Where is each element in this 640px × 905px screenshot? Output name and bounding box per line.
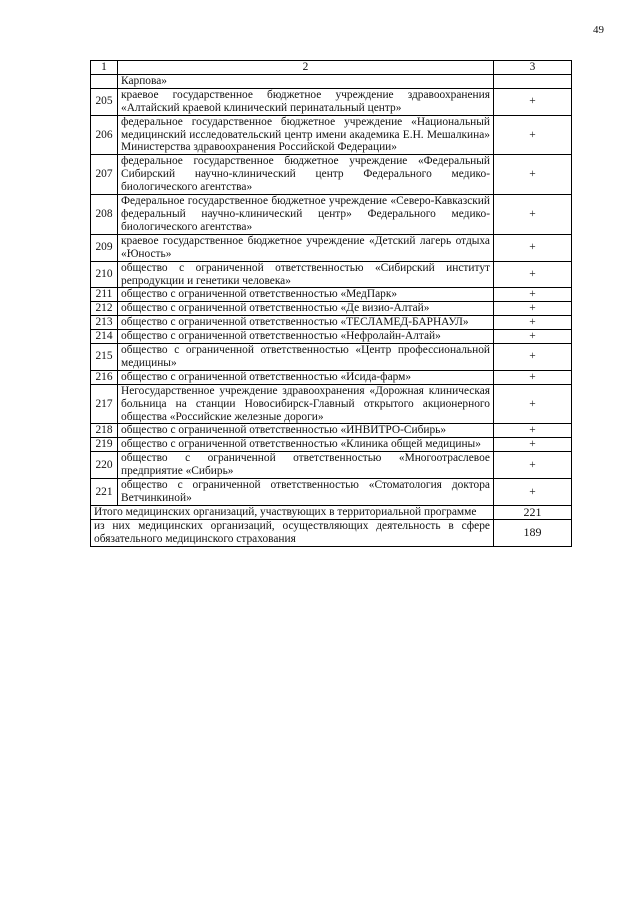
participation-mark: + — [494, 479, 572, 506]
participation-mark: + — [494, 370, 572, 384]
row-number: 221 — [91, 479, 118, 506]
organization-name: общество с ограниченной ответственностью «Клиника общей медицины» — [118, 438, 494, 452]
participation-mark: + — [494, 288, 572, 302]
table-body — [91, 88, 572, 505]
row-number: 210 — [91, 261, 118, 288]
organization-name: общество с ограниченной ответственностью «МедПарк» — [118, 288, 494, 302]
row-number: 213 — [91, 316, 118, 330]
organization-name: общество с ограниченной ответственностью «Нефролайн-Алтай» — [118, 330, 494, 344]
organization-name: общество с ограниченной ответственностью «Многоотраслевое предприятие «Сибирь» — [118, 452, 494, 479]
total-value: 221 — [494, 505, 572, 519]
organization-name: общество с ограниченной ответственностью «ИНВИТРО-Сибирь» — [118, 424, 494, 438]
participation-mark: + — [494, 316, 572, 330]
organization-name: федеральное государственное бюджетное учреждение «Национальный медицинский исследовательский центр имени академика Е.Н. Мешалкина» Министерства здравоохранения Российской Федерации» — [118, 115, 494, 155]
table-row — [91, 155, 572, 195]
continuation-text: Карпова» — [118, 74, 494, 88]
row-number: 207 — [91, 155, 118, 195]
participation-mark: + — [494, 302, 572, 316]
row-number: 205 — [91, 88, 118, 115]
row-number: 220 — [91, 452, 118, 479]
continuation-row — [91, 74, 572, 88]
participation-cell — [494, 74, 572, 88]
participation-mark: + — [494, 330, 572, 344]
table-row — [91, 88, 572, 115]
participation-mark: + — [494, 384, 572, 424]
organization-name: краевое государственное бюджетное учреждение «Детский лагерь отдыха «Юность» — [118, 234, 494, 261]
participation-mark: + — [494, 88, 572, 115]
total-label: Итого медицинских организаций, участвующих в территориальной программе — [91, 505, 494, 519]
organization-name: Негосударственное учреждение здравоохранения «Дорожная клиническая больница на станции Новосибирск-Главный открытого акционерного общества «Российские железные дороги» — [118, 384, 494, 424]
organization-name: общество с ограниченной ответственностью «Стоматология доктора Ветчинкиной» — [118, 479, 494, 506]
organization-name: Федеральное государственное бюджетное учреждение «Северо-Кавказский федеральный научно-клинический центр» Федерального медико-биологического агентства» — [118, 195, 494, 235]
oms-total-label: из них медицинских организаций, осуществляющих деятельность в сфере обязательного медицинского страхования — [91, 519, 494, 546]
table-row — [91, 234, 572, 261]
row-number: 208 — [91, 195, 118, 235]
participation-mark: + — [494, 155, 572, 195]
organization-name: общество с ограниченной ответственностью «Де визио-Алтай» — [118, 302, 494, 316]
organization-name: федеральное государственное бюджетное учреждение «Федеральный Сибирский научно-клинический центр Федерального медико-биологического агентства» — [118, 155, 494, 195]
row-number: 219 — [91, 438, 118, 452]
column-header: 2 — [118, 61, 494, 75]
participation-mark: + — [494, 452, 572, 479]
row-number: 215 — [91, 344, 118, 371]
row-number-cell — [91, 74, 118, 88]
row-number: 212 — [91, 302, 118, 316]
table-row — [91, 438, 572, 452]
table-row — [91, 261, 572, 288]
row-number: 209 — [91, 234, 118, 261]
table-row — [91, 115, 572, 155]
table-row — [91, 316, 572, 330]
participation-mark: + — [494, 115, 572, 155]
table-row — [91, 384, 572, 424]
participation-mark: + — [494, 261, 572, 288]
table-row — [91, 370, 572, 384]
participation-mark: + — [494, 424, 572, 438]
participation-mark: + — [494, 195, 572, 235]
participation-mark: + — [494, 438, 572, 452]
table-row — [91, 424, 572, 438]
table-row — [91, 330, 572, 344]
organization-name: общество с ограниченной ответственностью «Сибирский институт репродукции и генетики человека» — [118, 261, 494, 288]
row-number: 216 — [91, 370, 118, 384]
participation-mark: + — [494, 344, 572, 371]
row-number: 214 — [91, 330, 118, 344]
table-row — [91, 344, 572, 371]
table-row — [91, 452, 572, 479]
row-number: 218 — [91, 424, 118, 438]
participation-mark: + — [494, 234, 572, 261]
page-number: 49 — [593, 24, 604, 36]
organization-name: общество с ограниченной ответственностью «Центр профессиональной медицины» — [118, 344, 494, 371]
organization-name: краевое государственное бюджетное учреждение здравоохранения «Алтайский краевой клинический перинатальный центр» — [118, 88, 494, 115]
oms-total-value: 189 — [494, 519, 572, 546]
oms-total-row — [91, 519, 572, 546]
organization-name: общество с ограниченной ответственностью «ТЕСЛАМЕД-БАРНАУЛ» — [118, 316, 494, 330]
table-row — [91, 195, 572, 235]
column-header: 1 — [91, 61, 118, 75]
total-row — [91, 505, 572, 519]
table-row — [91, 479, 572, 506]
organizations-table — [90, 60, 572, 547]
table-row — [91, 288, 572, 302]
column-header: 3 — [494, 61, 572, 75]
organization-name: общество с ограниченной ответственностью «Исида-фарм» — [118, 370, 494, 384]
table-row — [91, 302, 572, 316]
row-number: 211 — [91, 288, 118, 302]
row-number: 206 — [91, 115, 118, 155]
row-number: 217 — [91, 384, 118, 424]
table-header-row — [91, 61, 572, 75]
